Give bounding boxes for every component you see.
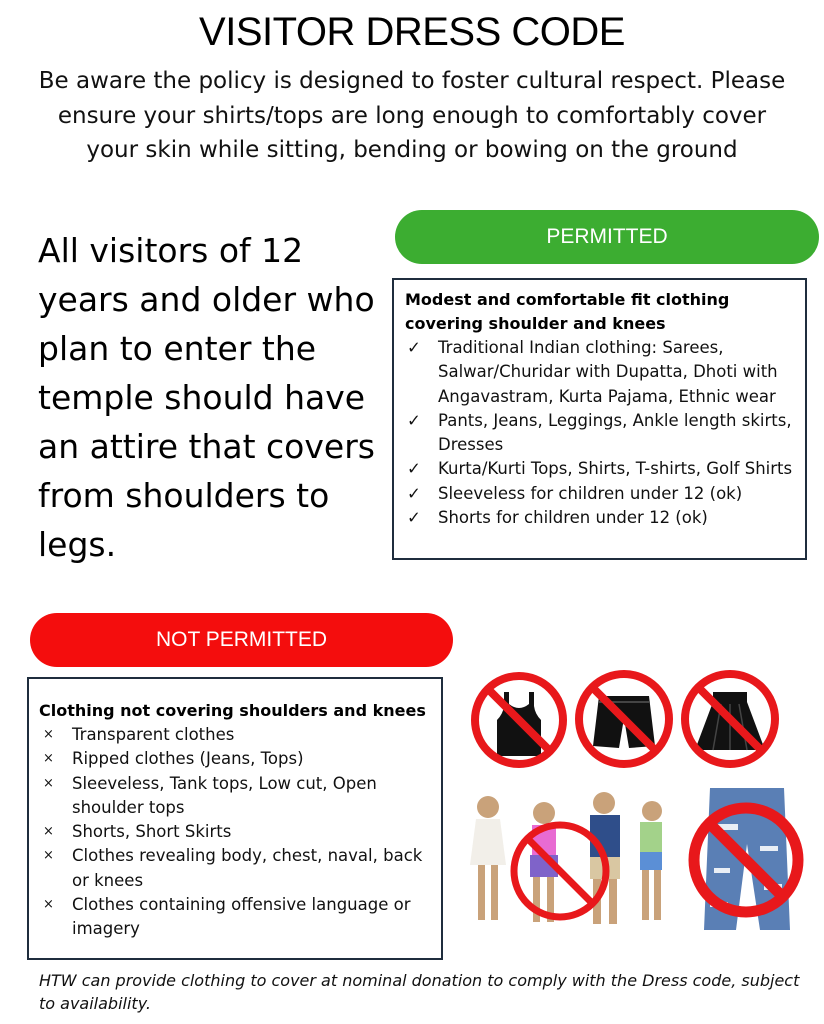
cross-icon: × <box>43 775 54 791</box>
list-item: ✓ Shorts for children under 12 (ok) <box>405 506 797 530</box>
no-revealing-clothes-people-icon <box>456 785 686 935</box>
permitted-heading: Modest and comfortable fit clothing covering shoulder and knees <box>405 290 730 333</box>
no-shorts-icon <box>571 666 677 772</box>
check-icon: ✓ <box>407 338 421 357</box>
list-item: × Sleeveless, Tank tops, Low cut, Open shoulder tops <box>43 773 377 817</box>
footer-note: HTW can provide clothing to cover at nominal donation to comply with the Dress code, subject to availability. <box>39 971 800 1013</box>
permitted-label: PERMITTED <box>546 225 668 248</box>
list-item: × Clothes revealing body, chest, naval, back or knees <box>43 846 423 890</box>
no-tank-top-icon <box>467 668 571 772</box>
permitted-banner <box>395 210 819 264</box>
check-icon: ✓ <box>407 459 421 479</box>
list-item: ✓ Pants, Jeans, Leggings, Ankle length skirts, Dresses <box>407 410 792 455</box>
check-icon: ✓ <box>407 410 421 430</box>
not-permitted-banner <box>30 613 453 667</box>
list-item: × Ripped clothes (Jeans, Tops) <box>39 747 433 771</box>
not-permitted-box <box>27 677 443 960</box>
check-icon: ✓ <box>407 508 421 528</box>
list-item: × Clothes containing offensive language or imagery <box>43 895 411 939</box>
main-statement: All visitors of 12 years and older who plan to enter the temple should have an attire that covers from shoulders to legs. <box>38 231 375 564</box>
not-permitted-label: NOT PERMITTED <box>155 628 328 651</box>
not-permitted-list <box>39 723 433 942</box>
cross-icon: × <box>43 848 54 864</box>
permitted-box <box>392 278 807 560</box>
not-permitted-heading: Clothing not covering shoulders and knees <box>39 701 426 720</box>
list-item: × Transparent clothes <box>39 723 433 747</box>
list-item: × Shorts, Short Skirts <box>39 820 433 844</box>
no-ripped-jeans-icon <box>680 784 812 934</box>
cross-icon: × <box>43 824 54 840</box>
intro-text: Be aware the policy is designed to foster cultural respect. Please ensure your shirts/tops are long enough to comfortably cover your skin while sitting, bending or bowing on the ground <box>38 68 786 163</box>
list-item: ✓ Sleeveless for children under 12 (ok) <box>405 482 797 506</box>
list-item: ✓ Kurta/Kurti Tops, Shirts, T-shirts, Golf Shirts <box>405 457 797 481</box>
cross-icon: × <box>43 727 54 742</box>
cross-icon: × <box>43 751 54 767</box>
page-title: VISITOR DRESS CODE <box>199 10 625 54</box>
list-item: ✓ Traditional Indian clothing: Sarees, Salwar/Churidar with Dupatta, Dhoti with Angavastram, Kurta Pajama, Ethnic wear <box>407 338 778 406</box>
permitted-list <box>405 336 797 530</box>
cross-icon: × <box>43 897 54 913</box>
no-short-skirt-icon <box>677 666 783 772</box>
check-icon: ✓ <box>407 483 421 503</box>
